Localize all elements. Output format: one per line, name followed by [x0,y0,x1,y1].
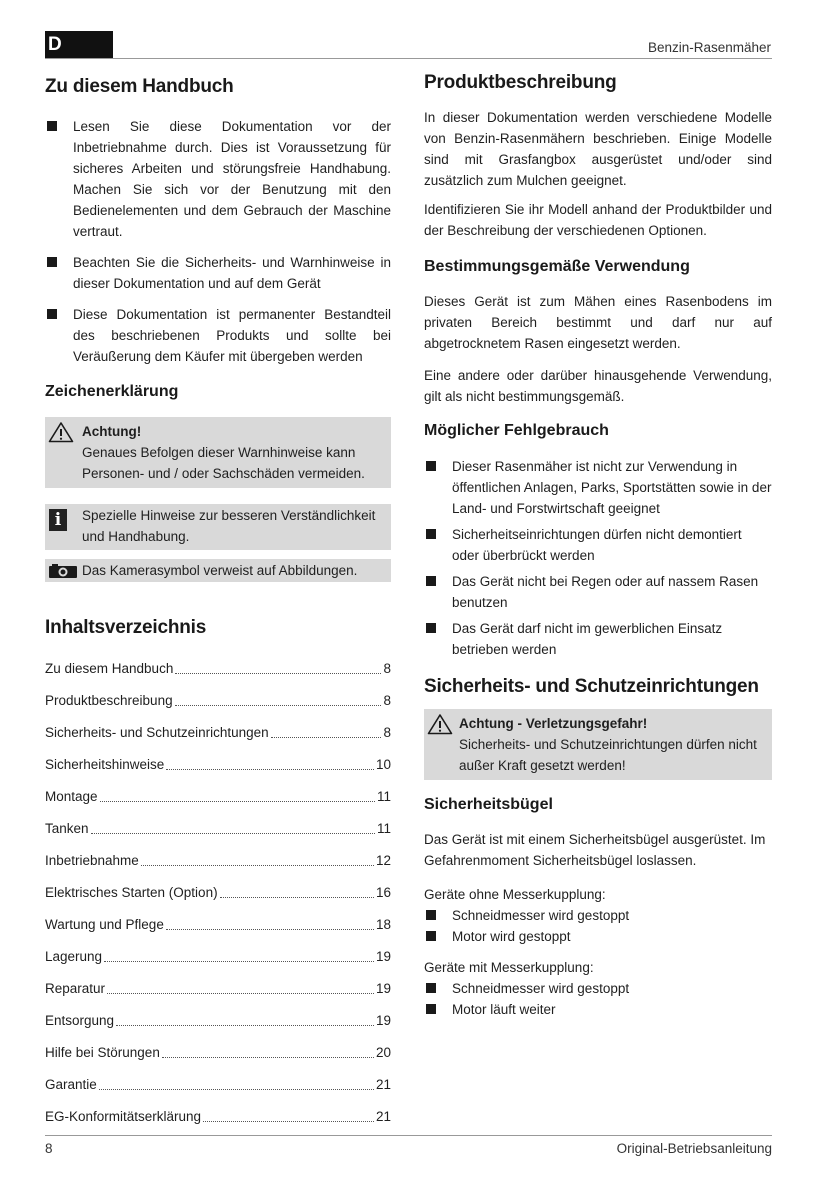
toc-row[interactable]: Sicherheits- und Schutzeinrichtungen 8 [45,725,391,740]
safety-warning-title: Achtung - Verletzungsgefahr! [459,716,648,731]
buegel-paragraph: Das Gerät ist mit einem Sicherheitsbügel ausgerüstet. Im Gefahrenmoment Sicherheitsbügel loslassen. [424,832,766,868]
toc-row[interactable]: Reparatur 19 [45,981,391,996]
toc-row[interactable]: Hilfe bei Störungen 20 [45,1045,391,1060]
info-note-text: Spezielle Hinweise zur besseren Verständlichkeit und Handhabung. [82,508,376,544]
table-of-contents [45,647,391,1127]
toc-row[interactable]: Montage 11 [45,789,391,804]
warning-text: Genaues Befolgen dieser Warnhinweise kann Personen- und / oder Sachschäden vermeiden. [82,445,365,481]
header-title: Benzin-Rasenmäher [647,40,771,55]
list-item: Motor läuft weiter [424,999,772,1020]
toc-row[interactable]: EG-Konformitätserklärung 21 [45,1109,391,1124]
list-item: Motor wird gestoppt [424,926,772,947]
camera-icon [48,563,78,579]
mit-list [424,978,772,1020]
buegel-heading: Sicherheitsbügel [424,796,553,813]
list-item: Diese Dokumentation ist permanenter Bestandteil des beschriebenen Produkts und sollte bei Veräußerung dem Käufer mit übergeben werden [45,304,391,367]
list-item: Das Gerät darf nicht im gewerblichen Einsatz betrieben werden [424,618,772,660]
toc-row[interactable]: Lagerung 19 [45,949,391,964]
toc-row[interactable]: Tanken 11 [45,821,391,836]
info-note-box [45,504,391,550]
bullet-icon [47,257,57,267]
bullet-icon [426,983,436,993]
bullet-icon [426,576,436,586]
toc-row[interactable]: Elektrisches Starten (Option) 16 [45,885,391,900]
toc-row[interactable]: Zu diesem Handbuch 8 [45,661,391,676]
fehlgebrauch-list [424,456,772,660]
camera-note-text: Das Kamerasymbol verweist auf Abbildungen. [82,563,358,578]
safety-warning-box [424,709,772,780]
mit-label: Geräte mit Messerkupplung: [424,960,594,975]
handbuch-heading: Zu diesem Handbuch [45,76,234,97]
warning-triangle-icon [48,421,74,443]
bullet-icon [426,461,436,471]
right-column [424,70,772,1020]
bullet-icon [426,931,436,941]
bullet-icon [47,309,57,319]
list-item: Beachten Sie die Sicherheits- und Warnhinweise in dieser Dokumentation und auf dem Gerät [45,252,391,294]
zeichen-heading: Zeichenerklärung [45,383,179,400]
produkt-paragraph-2: Identifizieren Sie ihr Modell anhand der Produktbilder und der Beschreibung der verschiedenen Optionen. [424,202,772,238]
produkt-heading: Produktbeschreibung [424,72,617,93]
bullet-icon [426,1004,436,1014]
bullet-icon [426,529,436,539]
list-item: Sicherheitseinrichtungen dürfen nicht demontiert oder überbrückt werden [424,524,772,566]
bullet-icon [426,910,436,920]
language-badge [45,31,113,59]
toc-row[interactable]: Entsorgung 19 [45,1013,391,1028]
footer-divider [45,1135,772,1136]
warning-box [45,417,391,488]
produkt-paragraph-1: In dieser Dokumentation werden verschiedene Modelle von Benzin-Rasenmähern beschrieben. Einige Modelle sind mit Grasfangbox ausgerüstet und/oder sind zusätzlich zum Mulchen geeignet. [424,110,772,188]
warning-title: Achtung! [82,424,142,439]
toc-row[interactable]: Sicherheitshinweise 10 [45,757,391,772]
warning-triangle-icon [427,713,453,735]
list-item: Dieser Rasenmäher ist nicht zur Verwendung in öffentlichen Anlagen, Parks, Sportstätten sowie in der Land- und Forstwirtschaft geeignet [424,456,772,519]
ohne-list [424,905,772,947]
list-item: Lesen Sie diese Dokumentation vor der Inbetriebnahme durch. Dies ist Voraussetzung für sicheres Arbeiten und störungsfreie Handhabung. Machen Sie sich vor der Benutzung mit den Bedienelementen und dem Gebrauch der Maschine vertraut. [45,116,391,242]
info-icon: i [49,509,67,531]
list-item: Schneidmesser wird gestoppt [424,978,772,999]
camera-note-box [45,559,391,582]
toc-heading: Inhaltsverzeichnis [45,617,207,638]
safety-warning-text: Sicherheits- und Schutzeinrichtungen dürfen nicht außer Kraft gesetzt werden! [459,737,757,773]
header-divider [45,58,772,59]
bestimmung-heading: Bestimmungsgemäße Verwendung [424,258,690,275]
bestimmung-paragraph-1: Dieses Gerät ist zum Mähen eines Rasenbodens im privaten Bereich bestimmt und darf nur auf abgetrocknetem Rasen eingesetzt werden. [424,294,772,351]
toc-row[interactable]: Inbetriebnahme 12 [45,853,391,868]
bullet-icon [426,623,436,633]
footer-title: Original-Betriebsanleitung [616,1141,772,1156]
handbuch-list [45,116,391,367]
fehlgebrauch-heading: Möglicher Fehlgebrauch [424,422,609,439]
bestimmung-paragraph-2: Eine andere oder darüber hinausgehende Verwendung, gilt als nicht bestimmungsgemäß. [424,368,772,404]
toc-row[interactable]: Wartung und Pflege 18 [45,917,391,932]
list-item: Schneidmesser wird gestoppt [424,905,772,926]
page-number: 8 [45,1141,53,1156]
ohne-label: Geräte ohne Messerkupplung: [424,887,606,902]
schutz-heading: Sicherheits- und Schutzeinrichtungen [424,676,759,697]
bullet-icon [47,121,57,131]
toc-row[interactable]: Garantie 21 [45,1077,391,1092]
list-item: Das Gerät nicht bei Regen oder auf nassem Rasen benutzen [424,571,772,613]
left-column [45,74,391,1127]
language-code: D [48,34,62,55]
toc-row[interactable]: Produktbeschreibung 8 [45,693,391,708]
